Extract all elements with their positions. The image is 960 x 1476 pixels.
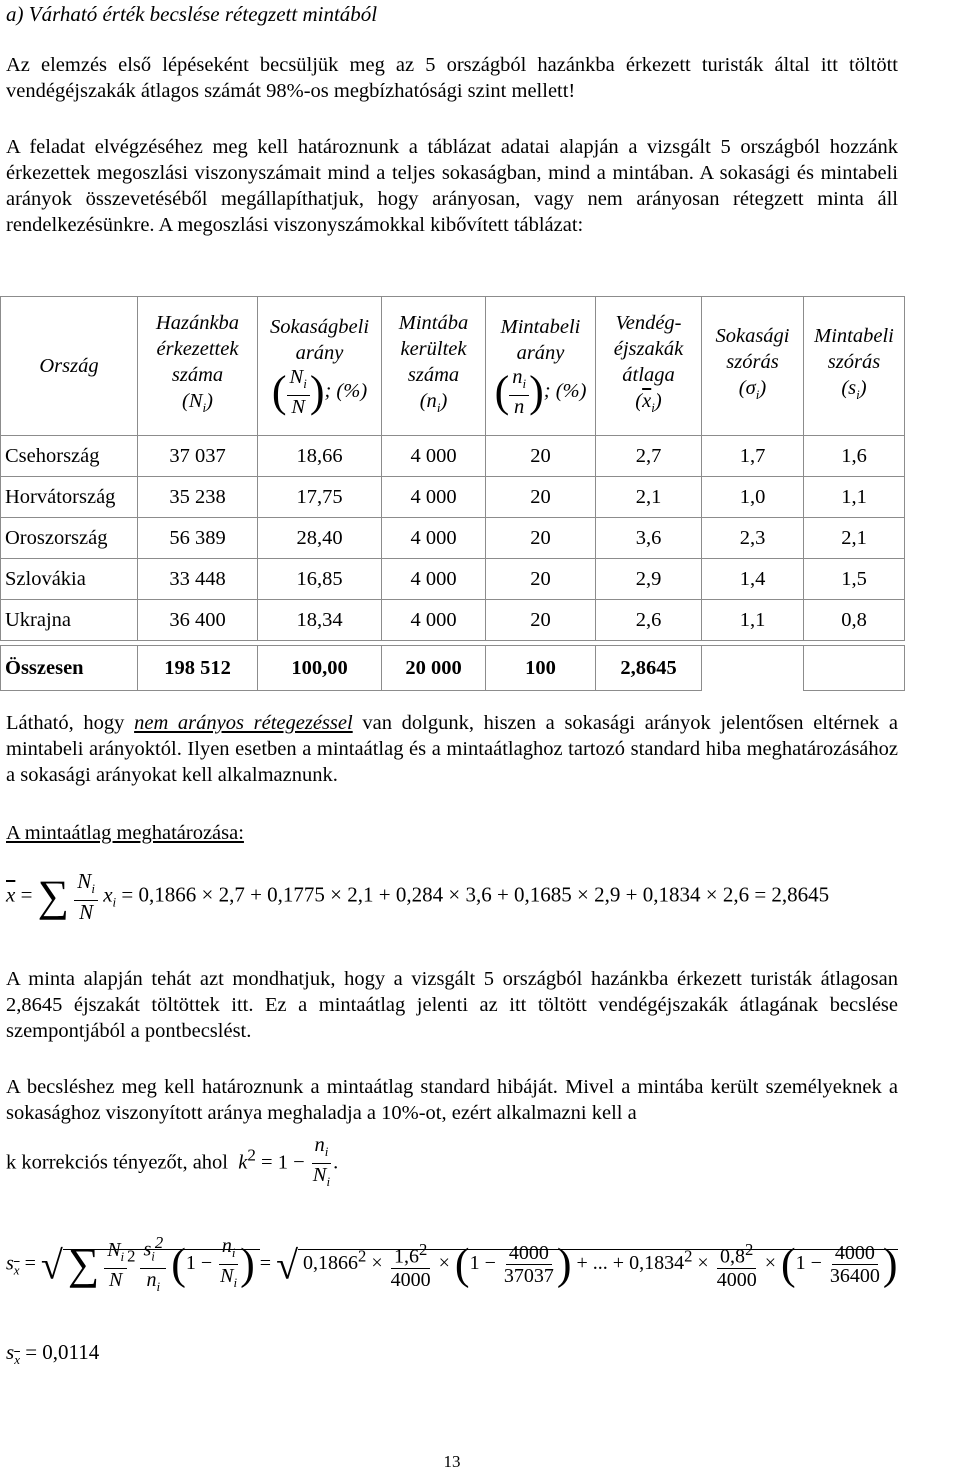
se-formula: $s_{\overline{x}}$ = √ ∑ $\frac{N_i}{N}$ $^2$ $\frac{s_i^2}{n_i}$ (1 − $\frac{n_i}{N_i}$ ) = √ $0,1866^2$ × $\frac{1,6^2}{4000}$ × (1 − $\frac{4000}{37037}$ ) + ... + $0,1834^2$ × $\frac{0,8^2}{4000}$ × (1 − $\frac{4000}{36400}$ ) — [6, 1233, 898, 1294]
table-row — [1, 600, 905, 641]
table-row — [1, 518, 905, 559]
table-row — [1, 436, 905, 477]
table-header-row — [1, 297, 905, 436]
cell-s: 0,8 — [804, 600, 905, 641]
header-pop-share: Sokaságbeli arány ( $\frac{N_i}{N}$ ); (%) — [258, 297, 382, 436]
cell-s: 1,5 — [804, 559, 905, 600]
cell-mean: 2,1 — [596, 477, 702, 518]
cell-n: 4 000 — [382, 600, 486, 641]
cell-sigma: 1,1 — [702, 600, 804, 641]
cell-s: 1,6 — [804, 436, 905, 477]
cell-nshare: 20 — [486, 436, 596, 477]
se-paragraph: A becsléshez meg kell határoznunk a mintaátlag standard hibáját. Mivel a mintába került személyeknek a sokasághoz viszonyított aránya meghaladja a 10%-ot, ezért alkalmazni kell a — [6, 1076, 898, 1124]
cell-share: 18,66 — [258, 436, 382, 477]
mean-title: A mintaátlag meghatározása: — [6, 822, 244, 844]
cell-sigma: 2,3 — [702, 518, 804, 559]
header-country: Ország — [1, 297, 138, 436]
total-share: 100,00 — [258, 646, 382, 691]
header-arrived: Hazánkba érkezettek száma $(N_i)$ — [138, 297, 258, 436]
total-N: 198 512 — [138, 646, 258, 691]
header-sample-sd: Mintabeli szórás $(s_i)$ — [804, 297, 905, 436]
data-table — [0, 296, 905, 691]
cell-mean: 3,6 — [596, 518, 702, 559]
task-paragraph: A feladat elvégzéséhez meg kell határoznunk a táblázat adatai alapján a vizsgált 5 országból hozzánk érkezettek megoszlási viszonyszámait mind a teljes sokaságban, mind a mintában. A sokasági és mintabeli arányok összevetéséből megállapíthatjuk, hogy arányosan, vagy nem arányosan rétegzett minta áll rendelkezésünkre. A megoszlási viszonyszámokkal kibővített táblázat: — [6, 136, 898, 236]
total-nshare: 100 — [486, 646, 596, 691]
cell-nshare: 20 — [486, 518, 596, 559]
cell-n: 4 000 — [382, 477, 486, 518]
section-heading: a) Várható érték becslése rétegzett mintából — [6, 2, 378, 26]
header-nights: Vendég- éjszakák átlaga $(\overline{x}_i)$ — [596, 297, 702, 436]
cell-nshare: 20 — [486, 600, 596, 641]
mean-formula: $\overline{x}$ = ∑ $\frac{N_i}{N}$ $x_i = 0,1866 \times 2,7 + 0,1775 \times 2,1 + 0,284 \times 3,6 + 0,1685 \times 2,9 + 0,1834 \times 2,6 = 2,8645$ — [6, 869, 830, 925]
cell-mean: 2,6 — [596, 600, 702, 641]
observation-paragraph: Látható, hogy nem arányos rétegezéssel van dolgunk, hiszen a sokasági arányok jelentősen eltérnek a mintabeli arányoktól. Ilyen esetben a mintaátlag és a mintaátlaghoz tartozó standard hiba meghatározásához a sokasági arányokat kell alkalmaznunk. — [6, 712, 898, 786]
cell-s: 1,1 — [804, 477, 905, 518]
cell-N: 33 448 — [138, 559, 258, 600]
cell-sigma: 1,4 — [702, 559, 804, 600]
total-n: 20 000 — [382, 646, 486, 691]
cell-country: Ukrajna — [1, 600, 138, 641]
total-empty-cell — [702, 646, 804, 691]
cell-share: 17,75 — [258, 477, 382, 518]
cell-country: Oroszország — [1, 518, 138, 559]
intro-paragraph: Az elemzés első lépéseként becsüljük meg az 5 országból hazánkba érkezett turisták által itt töltött vendégéjszakák átlagos számát 98%-os megbízhatósági szint mellett! — [6, 54, 898, 102]
cell-N: 36 400 — [138, 600, 258, 641]
conclusion-paragraph: A minta alapján tehát azt mondhatjuk, hogy a vizsgált 5 országból hazánkba érkezett turisták átlagosan 2,8645 éjszakát töltöttek itt. Ez a mintaátlag jelenti az itt töltött vendégéjszakák átlagának becslése szempontjából a pontbecslést. — [6, 968, 898, 1042]
cell-N: 35 238 — [138, 477, 258, 518]
header-sampled: Mintába kerültek száma $(n_i)$ — [382, 297, 486, 436]
page-number: 13 — [443, 1452, 461, 1471]
cell-country: Szlovákia — [1, 559, 138, 600]
cell-N: 37 037 — [138, 436, 258, 477]
table-row — [1, 559, 905, 600]
cell-s: 2,1 — [804, 518, 905, 559]
header-pop-sd: Sokasági szórás $(\sigma_i)$ — [702, 297, 804, 436]
cell-N: 56 389 — [138, 518, 258, 559]
k-formula: k korrekciós tényezőt, ahol $k^2 = 1$ − $\frac{n_i}{N_i}$ . — [6, 1134, 339, 1190]
table-row — [1, 477, 905, 518]
cell-n: 4 000 — [382, 518, 486, 559]
cell-sigma: 1,7 — [702, 436, 804, 477]
cell-n: 4 000 — [382, 436, 486, 477]
total-label: Összesen — [1, 646, 138, 691]
cell-mean: 2,7 — [596, 436, 702, 477]
cell-share: 16,85 — [258, 559, 382, 600]
total-mean: 2,8645 — [596, 646, 702, 691]
cell-n: 4 000 — [382, 559, 486, 600]
table-total-row — [1, 646, 905, 691]
cell-sigma: 1,0 — [702, 477, 804, 518]
total-empty-cell — [804, 646, 905, 691]
cell-country: Horvátország — [1, 477, 138, 518]
cell-country: Csehország — [1, 436, 138, 477]
cell-nshare: 20 — [486, 477, 596, 518]
cell-nshare: 20 — [486, 559, 596, 600]
cell-mean: 2,9 — [596, 559, 702, 600]
cell-share: 28,40 — [258, 518, 382, 559]
se-result: $s_{\overline{x}} = 0,0114$ — [6, 1340, 100, 1368]
cell-share: 18,34 — [258, 600, 382, 641]
header-sample-share: Mintabeli arány ( $\frac{n_i}{n}$ ); (%) — [486, 297, 596, 436]
